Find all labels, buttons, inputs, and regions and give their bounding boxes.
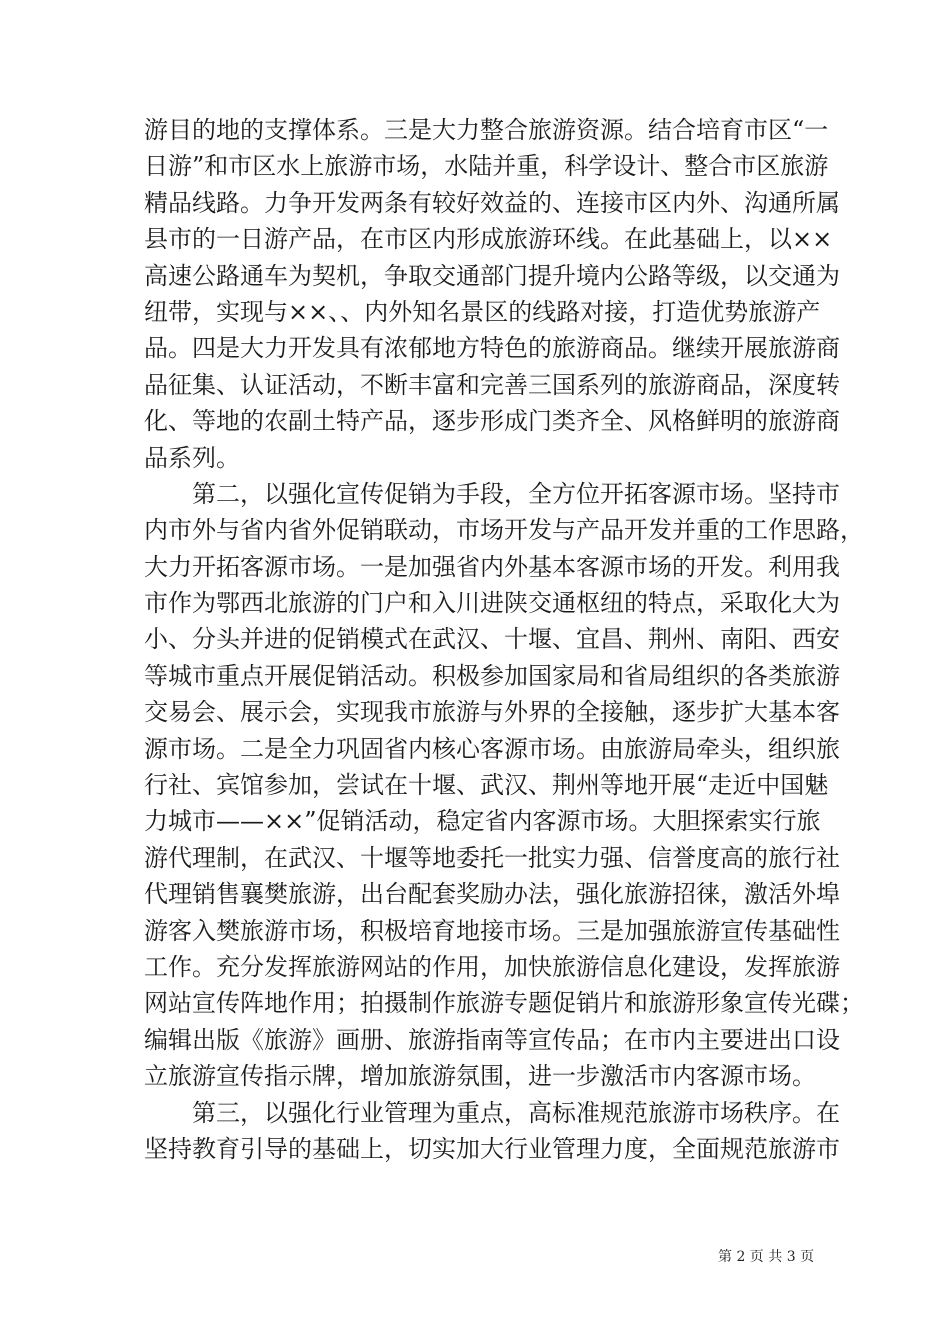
text-line: 纽带，实现与××、、内外知名景区的线路对接，打造优势旅游产: [144, 297, 821, 326]
text-line: 品。四是大力开发具有浓郁地方特色的旅游商品。继续开展旅游商: [144, 334, 840, 363]
text-line: 市作为鄂西北旅游的门户和入川进陕交通枢纽的特点，采取化大为: [144, 589, 840, 618]
text-line: 第三，以强化行业管理为重点，高标准规范旅游市场秩序。在: [144, 1098, 840, 1127]
text-line: 立旅游宣传指示牌，增加旅游氛围，进一步激活市内客源市场。: [144, 1062, 816, 1091]
text-line: 坚持教育引导的基础上，切实加大行业管理力度，全面规范旅游市: [144, 1134, 840, 1163]
text-line: 源市场。二是全力巩固省内核心客源市场。由旅游局牵头，组织旅: [144, 734, 840, 763]
text-line: 日游”和市区水上旅游市场，水陆并重，科学设计、整合市区旅游: [144, 152, 829, 181]
text-line: 精品线路。力争开发两条有较好效益的、连接市区内外、沟通所属: [144, 188, 840, 217]
text-line: 品系列。: [144, 443, 240, 472]
text-line: 游代理制，在武汉、十堰等地委托一批实力强、信誉度高的旅行社: [144, 843, 840, 872]
text-line: 力城市——××”促销活动，稳定省内客源市场。大胆探索实行旅: [144, 807, 821, 836]
text-line: 行社、宾馆参加，尝试在十堰、武汉、荆州等地开展“走近中国魅: [144, 771, 829, 800]
text-line: 等城市重点开展促销活动。积极参加国家局和省局组织的各类旅游: [144, 661, 840, 690]
page-number: 第 2 页 共 3 页: [718, 1249, 815, 1265]
text-line: 内市外与省内省外促销联动，市场开发与产品开发并重的工作思路，: [144, 516, 864, 545]
text-line: 小、分头并进的促销模式在武汉、十堰、宜昌、荆州、南阳、西安: [144, 625, 840, 654]
text-line: 品征集、认证活动，不断丰富和完善三国系列的旅游商品，深度转: [144, 370, 840, 399]
text-line: 游客入樊旅游市场，积极培育地接市场。三是加强旅游宣传基础性: [144, 916, 840, 945]
text-line: 网站宣传阵地作用；拍摄制作旅游专题促销片和旅游形象宣传光碟；: [144, 989, 864, 1018]
text-line: 大力开拓客源市场。一是加强省内外基本客源市场的开发。利用我: [144, 552, 840, 581]
text-line: 化、等地的农副土特产品，逐步形成门类齐全、风格鲜明的旅游商: [144, 407, 840, 436]
text-line: 交易会、展示会，实现我市旅游与外界的全接触，逐步扩大基本客: [144, 698, 840, 727]
text-line: 代理销售襄樊旅游，出台配套奖励办法，强化旅游招徕，激活外埠: [144, 880, 840, 909]
text-line: 游目的地的支撑体系。三是大力整合旅游资源。结合培育市区“一: [144, 116, 829, 144]
text-line: 第二，以强化宣传促销为手段，全方位开拓客源市场。坚持市: [144, 479, 840, 508]
text-line: 编辑出版《旅游》画册、旅游指南等宣传品；在市内主要进出口设: [144, 1025, 840, 1054]
text-line: 高速公路通车为契机，争取交通部门提升境内公路等级，以交通为: [144, 261, 840, 290]
document-body: [144, 112, 864, 1167]
text-line: 县市的一日游产品，在市区内形成旅游环线。在此基础上，以××: [144, 225, 833, 254]
text-line: 工作。充分发挥旅游网站的作用，加快旅游信息化建设，发挥旅游: [144, 952, 840, 981]
